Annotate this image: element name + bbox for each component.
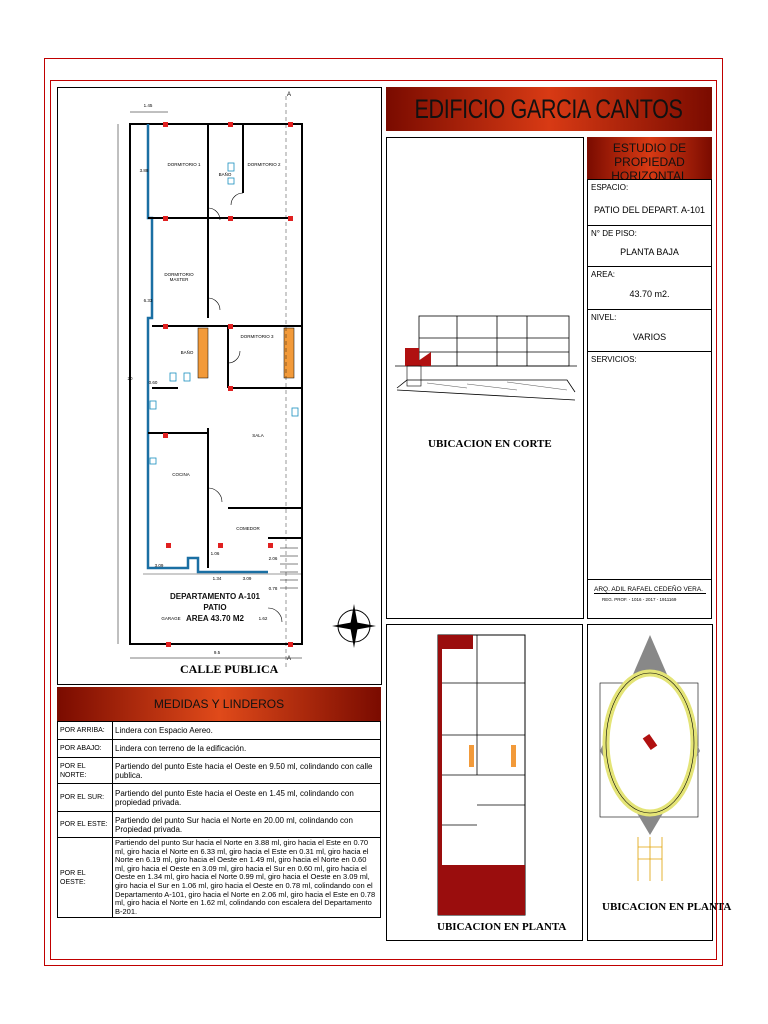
dim-162: 1.62 [258, 616, 268, 621]
nivel-value: VARIOS [632, 332, 667, 342]
lindero-key: POR EL OESTE: [58, 838, 113, 918]
architect-reg: REG. PROF. - 1016 - 2017 - 1911169 [602, 597, 677, 602]
info-architect [587, 580, 712, 619]
dim-633: 6.33 [143, 298, 153, 303]
room-dormitorio-3: DORMITORIO 3 [240, 334, 274, 339]
espacio-value: PATIO DEL DEPART. A-101 [593, 205, 706, 215]
room-bano-2: BAÑO [180, 350, 194, 355]
title-bar [386, 87, 712, 131]
lindero-value: Lindera con Espacio Aereo. [113, 722, 381, 740]
lindero-value: Lindera con terreno de la edificación. [113, 740, 381, 758]
patio-label-line2: AREA 43.70 M2 [186, 614, 244, 623]
axis-a-top: A [286, 92, 291, 98]
lindero-key: POR EL NORTE: [58, 758, 113, 784]
room-sala: SALA [252, 433, 264, 438]
table-row [58, 838, 381, 918]
info-servicios [587, 352, 712, 580]
area-label: AREA: [591, 270, 616, 279]
room-dormitorio-master: DORMITORIO MASTER [164, 272, 194, 282]
dim-top: 1.45 [143, 103, 153, 108]
piso-label: N° DE PISO: [591, 229, 637, 238]
lindero-value: Partiendo del punto Sur hacia el Norte en 3.88 ml, giro hacia el Este en 0.70 ml, giro hacia el Norte en 6.33 ml, giro hacia el Este en 0.31 ml, giro hacia el Norte en 6.19 ml, giro hacia el Oeste en 1.49 ml, giro hacia el Norte en 0.60 ml, giro hacia el Oeste en 3.09 ml, giro hacia el Sur en 0.60 ml, giro hacia el Oeste en 1.34 ml, giro hacia el Norte 0.99 ml, giro hacia el Oeste en 3.09 ml, giro hacia el Sur en 1.06 ml, giro hacia el Oeste en 0.78 ml, colindando con el Departamento A-101, giro hacia el Norte en 2.06 ml, giro hacia el Este en 0.78 ml, giro hacia el Norte en 1.62 ml, colindando con escalera del Departamento B-201. [113, 838, 381, 918]
patio-label [160, 591, 270, 624]
patio-label-line1: DEPARTAMENTO A-101 PATIO [170, 592, 260, 612]
servicios-label: SERVICIOS: [591, 355, 637, 364]
room-comedor: COMEDOR [236, 526, 260, 531]
site-location-drawing [588, 625, 712, 940]
table-row [58, 740, 381, 758]
area-value: 43.70 m2. [629, 289, 670, 299]
table-row [58, 812, 381, 838]
building-title: EDIFICIO GARCIA CANTOS [414, 93, 684, 124]
info-header: ESTUDIO DE PROPIEDAD HORIZONTAL [587, 137, 712, 179]
dim-388: 3.88 [139, 168, 149, 173]
section-drawing [387, 138, 583, 618]
floor-plan-panel [57, 87, 382, 685]
lindero-value: Partiendo del punto Sur hacia el Norte en 20.00 ml, colindando con Propiedad privada. [113, 812, 381, 838]
linderos-header: MEDIDAS Y LINDEROS [57, 687, 381, 721]
caption-planta-2: UBICACION EN PLANTA [602, 901, 732, 913]
street-label: CALLE PUBLICA [180, 662, 279, 676]
room-dormitorio-1: DORMITORIO 1 [167, 162, 201, 167]
site-location-panel [587, 624, 732, 941]
info-nivel [587, 310, 712, 352]
room-garage: GARAGE [161, 616, 181, 621]
dim-078: 0.78 [268, 586, 278, 591]
lindero-key: POR ABAJO: [58, 740, 113, 758]
architect-name: ARQ. ADIL RAFAEL CEDEÑO VERA. [594, 586, 706, 594]
info-area [587, 267, 712, 310]
dim-20: 20 [127, 376, 133, 381]
espacio-label: ESPACIO: [591, 183, 629, 192]
dim-309b: 3.09 [242, 576, 252, 581]
location-plan-panel [386, 624, 583, 941]
lindero-value: Partiendo del punto Este hacia el Oeste en 9.50 ml, colindando con calle publica. [113, 758, 381, 784]
lindero-key: POR ARRIBA: [58, 722, 113, 740]
caption-planta-1: UBICACION EN PLANTA [437, 921, 567, 933]
room-dormitorio-2: DORMITORIO 2 [247, 162, 281, 167]
lindero-key: POR EL SUR: [58, 784, 113, 812]
caption-corte: UBICACION EN CORTE [428, 438, 552, 450]
lindero-key: POR EL ESTE: [58, 812, 113, 838]
info-piso [587, 226, 712, 267]
table-row [58, 758, 381, 784]
location-plan-drawing [387, 625, 582, 940]
info-espacio [587, 179, 712, 226]
axis-a-bottom: A [286, 656, 291, 662]
lindero-value: Partiendo del punto Este hacia el Oeste en 1.45 ml, colindando con propiedad privada. [113, 784, 381, 812]
dim-309: 3.09 [154, 563, 164, 568]
dim-134: 1.34 [212, 576, 222, 581]
dim-206: 2.06 [268, 556, 278, 561]
north-arrow-icon [332, 604, 376, 648]
section-panel [386, 137, 584, 619]
piso-value: PLANTA BAJA [620, 247, 679, 257]
dim-95: 9.5 [213, 650, 221, 655]
room-bano-1: BAÑO [218, 172, 232, 177]
table-row [58, 784, 381, 812]
linderos-table [57, 721, 381, 918]
dim-060: 0.60 [148, 380, 158, 385]
table-row [58, 722, 381, 740]
room-cocina: COCINA [172, 472, 190, 477]
nivel-label: NIVEL: [591, 313, 617, 322]
dim-106: 1.06 [210, 551, 220, 556]
